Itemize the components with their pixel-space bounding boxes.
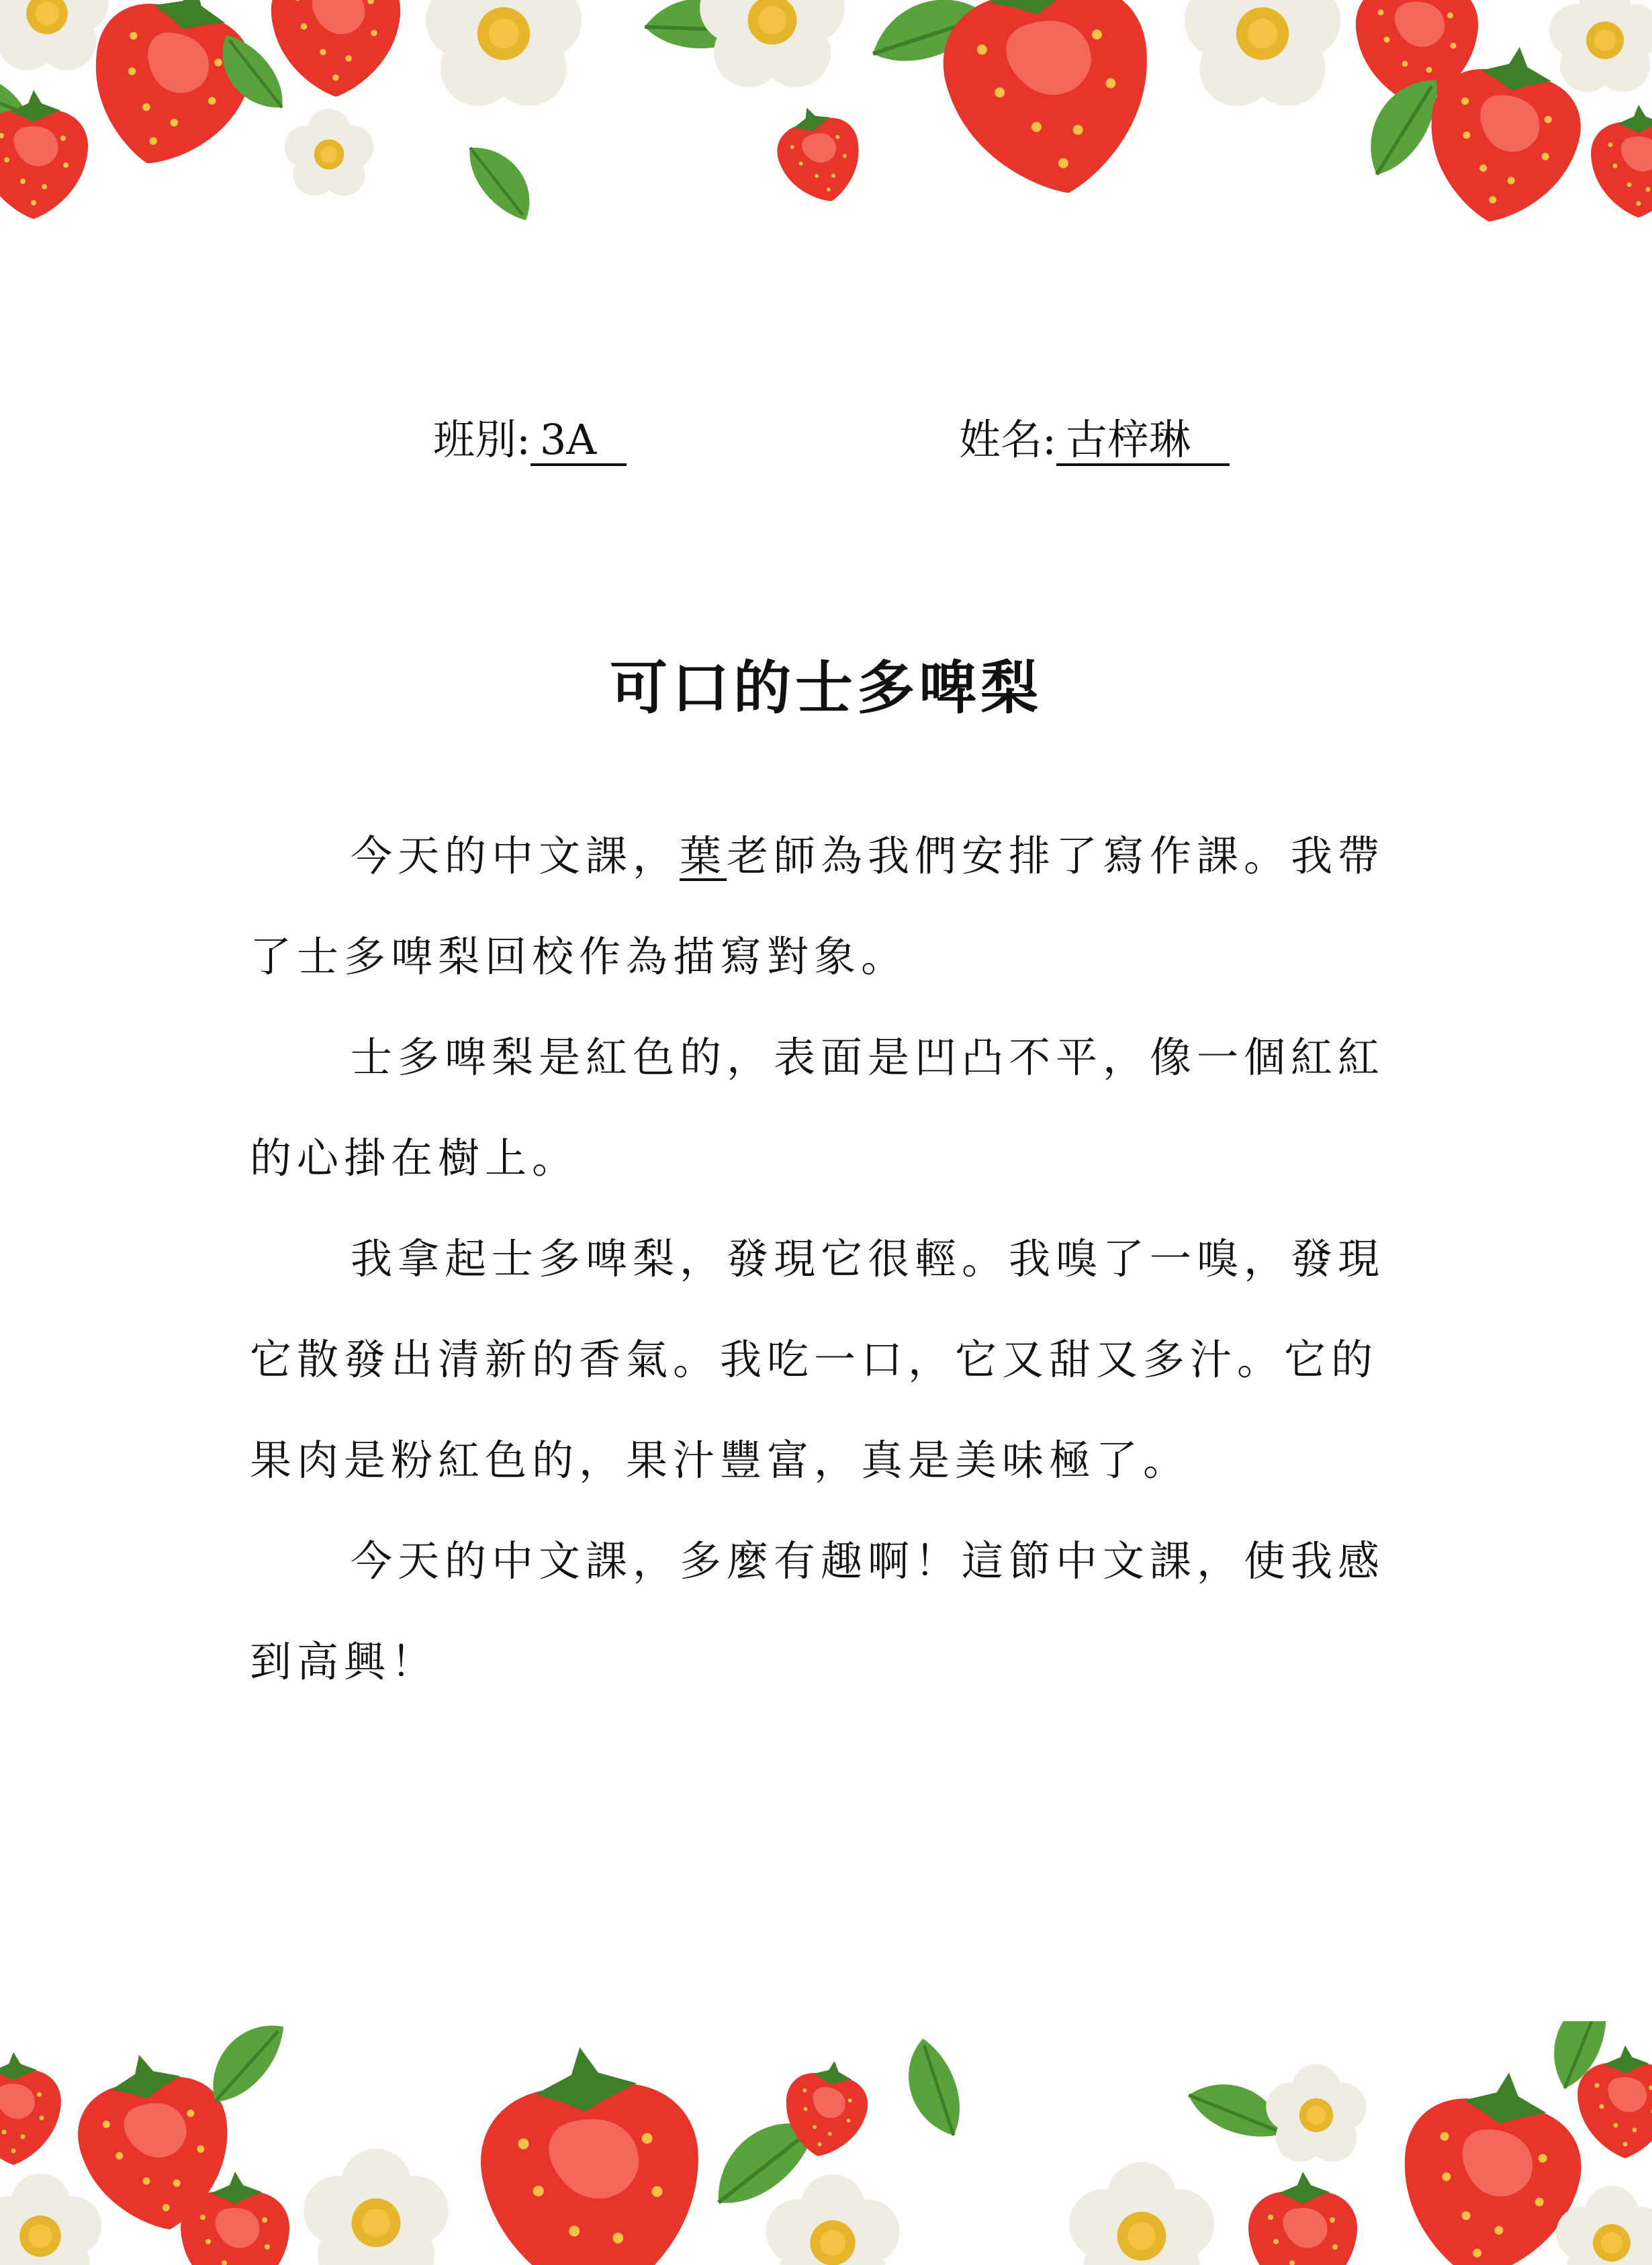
essay-paragraph-2: 士多啤梨是紅色的，表面是凹凸不平，像一個紅紅的心掛在樹上。 — [250, 1033, 1385, 1183]
name-value: 古梓琳 — [1056, 416, 1230, 466]
top-strawberry-border — [0, 0, 1652, 242]
student-info-row — [0, 413, 1652, 467]
essay-paragraph-1 — [250, 806, 1405, 1007]
name-label: 姓名: — [959, 415, 1056, 464]
name-field — [959, 413, 1230, 467]
essay-paragraph-3: 我拿起士多啤梨，發現它很輕。我嗅了一嗅，發現它散發出清新的香氣。我吃一口，它又甜又多汁。它的果肉是粉紅色的，果汁豐富，真是美味極了。 — [250, 1234, 1385, 1485]
teacher-surname: 葉 — [680, 831, 727, 880]
paragraph-1-end: 老師為我們安排了寫作課。我帶了士多啤梨回校作為描寫對象。 — [250, 831, 1385, 981]
essay-paragraph-4: 今天的中文課，多麼有趣啊！這節中文課，使我感到高興！ — [250, 1536, 1385, 1686]
class-label: 班別: — [433, 415, 531, 464]
bottom-strawberry-border — [0, 2021, 1652, 2265]
paragraph-1-start: 今天的中文課， — [351, 831, 680, 880]
class-field — [433, 413, 627, 467]
essay-body — [250, 806, 1405, 1712]
essay-title: 可口的士多啤梨 — [610, 654, 1042, 722]
class-value: 3A — [531, 416, 627, 466]
